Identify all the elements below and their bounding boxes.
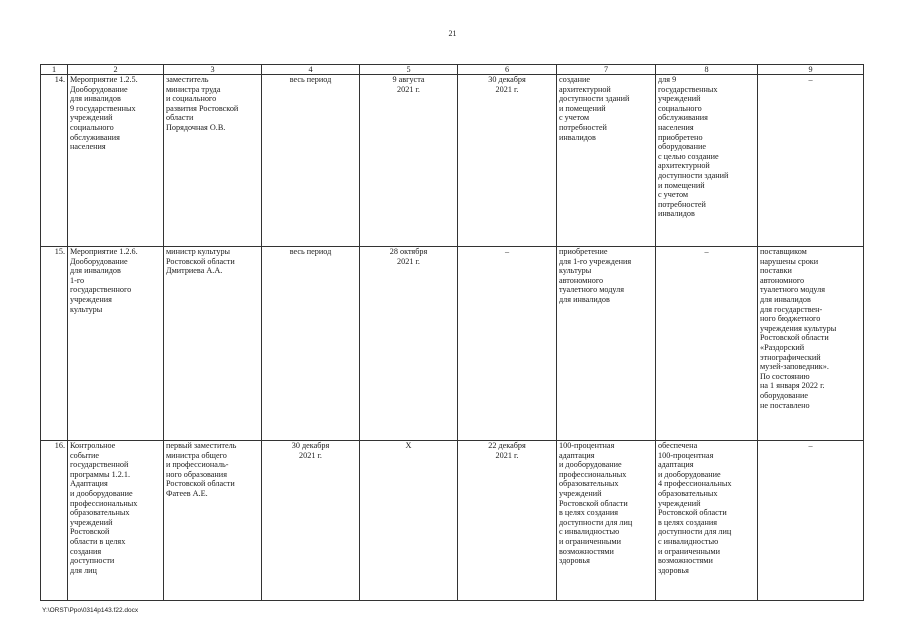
planned-result-cell: создание архитектурной доступности зданий и помещений с учетом потребностей инвалидов bbox=[557, 75, 656, 247]
responsible-cell: министр культуры Ростовской области Дмитриева А.А. bbox=[164, 247, 262, 441]
row-number: 14. bbox=[41, 75, 68, 247]
planned-start-cell: весь период bbox=[262, 75, 360, 247]
column-number-row bbox=[41, 65, 864, 75]
problems-cell: – bbox=[758, 441, 864, 601]
actual-result-cell: для 9 государственных учреждений социального обслуживания населения приобретено оборудование с целью создание архитектурной доступности зданий и помещений с учетом потребностей инвалидов bbox=[656, 75, 758, 247]
planned-start-cell: весь период bbox=[262, 247, 360, 441]
planned-result-cell: приобретение для 1-го учреждения культуры автономного туалетного модуля для инвалидов bbox=[557, 247, 656, 441]
report-table bbox=[40, 64, 864, 601]
planned-result-cell: 100-процентная адаптация и дооборудование профессиональных образовательных учреждений Ростовской области в целях создания доступности для лиц с инвалидностью и ограниченными возможностями здоровья bbox=[557, 441, 656, 601]
problems-cell: – bbox=[758, 75, 864, 247]
actual-result-cell: – bbox=[656, 247, 758, 441]
planned-start-cell: 30 декабря 2021 г. bbox=[262, 441, 360, 601]
table-row bbox=[41, 75, 864, 247]
event-cell: Мероприятие 1.2.5. Дооборудование для инвалидов 9 государственных учреждений социального обслуживания населения bbox=[68, 75, 164, 247]
table-row bbox=[41, 441, 864, 601]
column-number: 3 bbox=[164, 65, 262, 75]
actual-start-cell: 28 октября 2021 г. bbox=[360, 247, 458, 441]
actual-start-cell: Х bbox=[360, 441, 458, 601]
column-number: 8 bbox=[656, 65, 758, 75]
column-number: 4 bbox=[262, 65, 360, 75]
page-number: 21 bbox=[448, 29, 457, 38]
problems-cell: поставщиком нарушены сроки поставки автономного туалетного модуля для инвалидов для государствен- ного бюджетного учреждения культуры Ростовской области «Раздорский этнографический музей-заповедник». По состоянию на 1 января 2022 г. оборудование не поставлено bbox=[758, 247, 864, 441]
responsible-cell: заместитель министра труда и социального развития Ростовской области Порядочная О.В. bbox=[164, 75, 262, 247]
event-cell: Контрольное событие государственной программы 1.2.1. Адаптация и дооборудование профессиональных образовательных учреждений Ростовской области в целях создания доступности для лиц bbox=[68, 441, 164, 601]
column-number: 5 bbox=[360, 65, 458, 75]
table-row bbox=[41, 247, 864, 441]
actual-start-cell: 9 августа 2021 г. bbox=[360, 75, 458, 247]
file-path-footer: Y:\ORST\Ppo\0314p143.f22.docx bbox=[42, 607, 139, 614]
row-number: 15. bbox=[41, 247, 68, 441]
actual-result-cell: обеспечена 100-процентная адаптация и дооборудование 4 профессиональных образовательных учреждений Ростовской области в целях создания доступности для лиц с инвалидностью и ограниченными возможностями здоровья bbox=[656, 441, 758, 601]
column-number: 9 bbox=[758, 65, 864, 75]
column-number: 1 bbox=[41, 65, 68, 75]
completion-cell: 30 декабря 2021 г. bbox=[458, 75, 557, 247]
completion-cell: – bbox=[458, 247, 557, 441]
row-number: 16. bbox=[41, 441, 68, 601]
completion-cell: 22 декабря 2021 г. bbox=[458, 441, 557, 601]
event-cell: Мероприятие 1.2.6. Дооборудование для инвалидов 1-го государственного учреждения культуры bbox=[68, 247, 164, 441]
column-number: 2 bbox=[68, 65, 164, 75]
column-number: 6 bbox=[458, 65, 557, 75]
responsible-cell: первый заместитель министра общего и профессиональ- ного образования Ростовской области Фатеев А.Е. bbox=[164, 441, 262, 601]
column-number: 7 bbox=[557, 65, 656, 75]
